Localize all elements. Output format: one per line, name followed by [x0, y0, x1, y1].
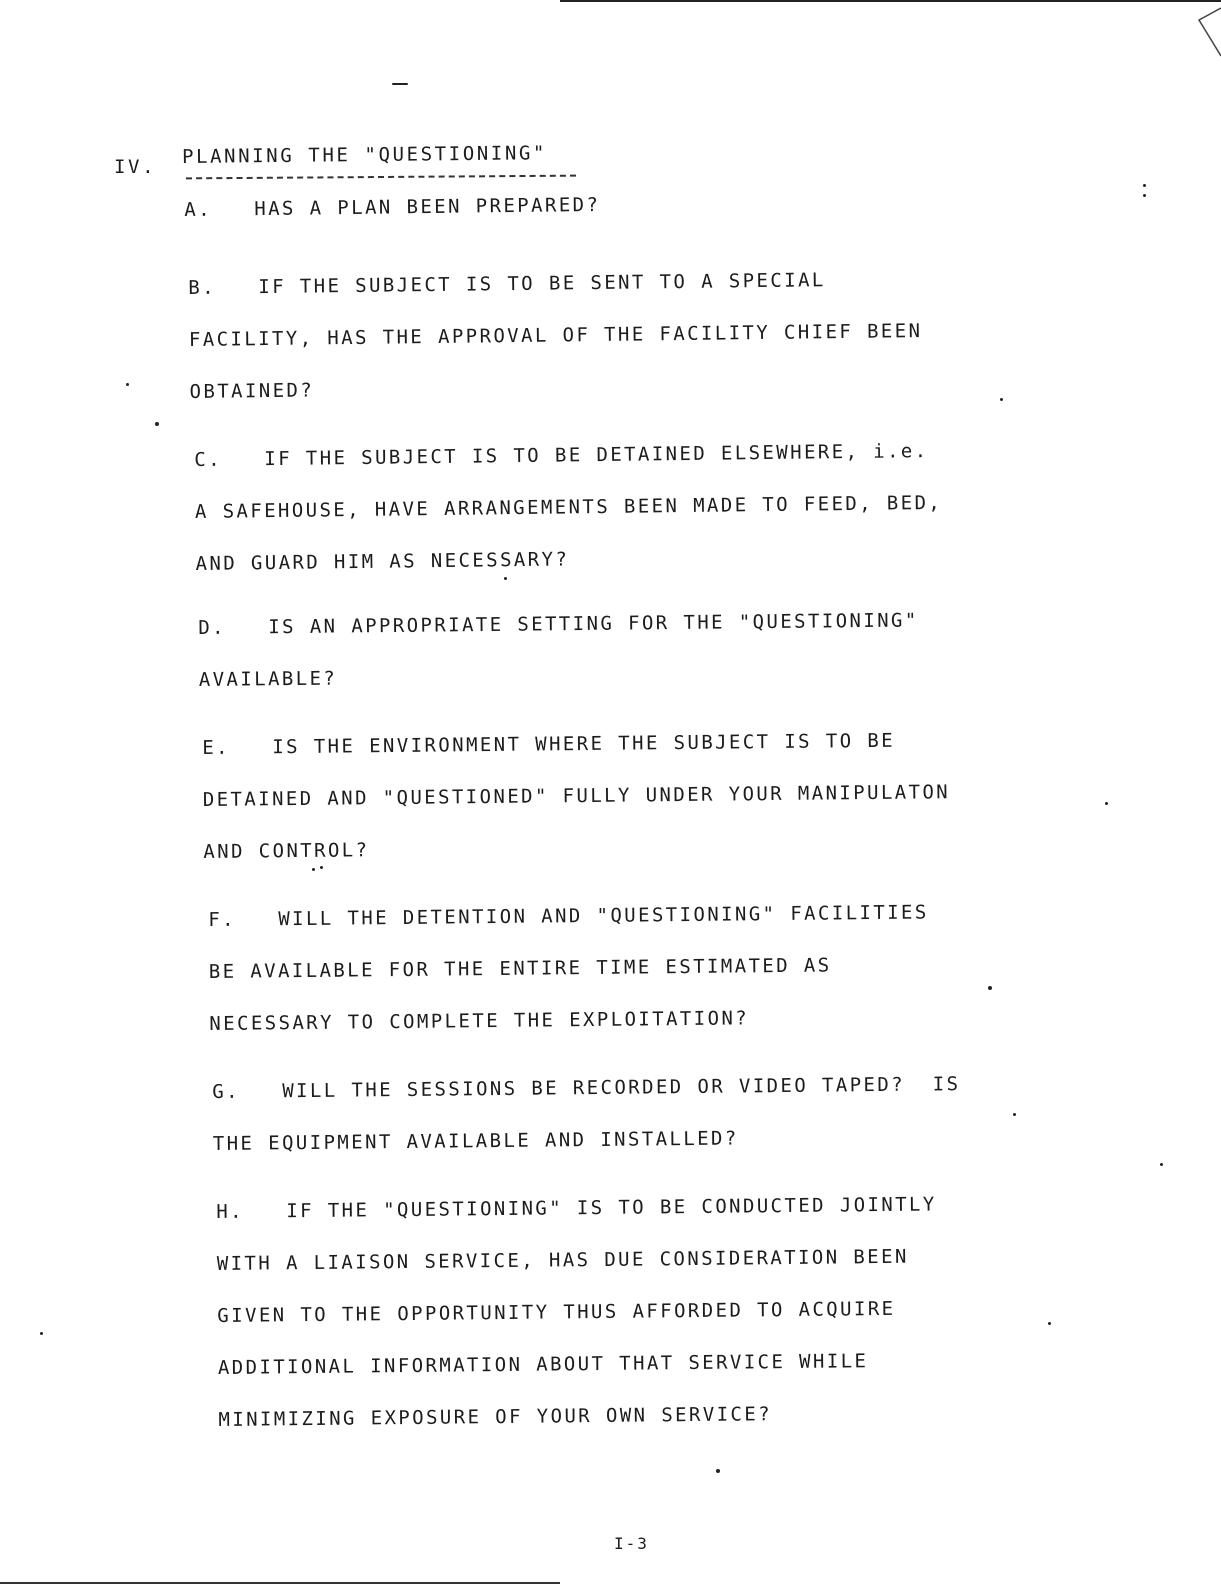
question-letter: G. — [212, 1080, 241, 1103]
question-text: OBTAINED? — [189, 379, 315, 403]
page-corner-fold — [1181, 6, 1221, 66]
question-line — [184, 179, 601, 236]
question-text: NECESSARY TO COMPLETE THE EXPLOITATION? — [209, 1007, 750, 1035]
section-title: PLANNING THE "QUESTIONING" — [181, 142, 548, 168]
scan-speck — [504, 577, 507, 580]
scan-speck — [320, 866, 323, 869]
question-text: IF THE SUBJECT IS TO BE SENT TO A SPECIAL — [258, 269, 826, 299]
scan-speck — [1048, 1322, 1051, 1325]
scan-speck — [716, 1469, 720, 1473]
question-text: WITH A LIAISON SERVICE, HAS DUE CONSIDERATION BEEN — [216, 1245, 909, 1275]
question-text: IF THE SUBJECT IS TO BE DETAINED ELSEWHERE, i.e. — [264, 440, 929, 471]
scan-edge-top — [560, 0, 1221, 2]
question-text: AVAILABLE? — [198, 667, 338, 691]
question-text: HAS A PLAN BEEN PREPARED? — [254, 193, 601, 221]
question-line — [216, 1178, 937, 1238]
scan-speck — [1105, 802, 1108, 805]
question-text: DETAINED AND "QUESTIONED" FULLY UNDER YOUR MANIPULATON — [202, 781, 951, 811]
question-letter: E. — [202, 736, 231, 759]
question-line — [208, 886, 929, 946]
scan-speck — [1000, 398, 1003, 401]
question-line — [188, 253, 922, 314]
question-text: WILL THE SESSIONS BE RECORDED OR VIDEO TAPED? IS — [282, 1073, 961, 1103]
question-line — [194, 425, 942, 486]
question-text: AND GUARD HIM AS NECESSARY? — [195, 548, 570, 575]
question-h — [216, 1178, 939, 1446]
question-text: IF THE "QUESTIONING" IS TO BE CONDUCTED JOINTLY — [286, 1193, 937, 1223]
question-letter: C. — [194, 448, 223, 471]
question-a — [184, 179, 601, 236]
question-e — [202, 714, 951, 878]
scan-speck — [126, 383, 129, 386]
question-letter: D. — [198, 616, 227, 639]
question-text: FACILITY, HAS THE APPROVAL OF THE FACILITY CHIEF BEEN — [188, 320, 923, 351]
scan-speck — [1143, 184, 1146, 187]
scan-speck — [155, 422, 159, 426]
title-underline — [186, 175, 576, 180]
question-line — [198, 594, 919, 654]
scan-speck — [988, 986, 992, 990]
question-text: A SAFEHOUSE, HAVE ARRANGEMENTS BEEN MADE TO FEED, BED, — [194, 491, 943, 523]
question-text: THE EQUIPMENT AVAILABLE AND INSTALLED? — [212, 1127, 739, 1155]
page-number: I-3 — [614, 1534, 649, 1553]
question-text: IS AN APPROPRIATE SETTING FOR THE "QUESTIONING" — [268, 609, 919, 639]
question-letter: B. — [188, 276, 217, 299]
question-text: MINIMIZING EXPOSURE OF YOUR OWN SERVICE? — [218, 1403, 773, 1431]
question-b — [188, 253, 923, 418]
scan-speck — [312, 868, 315, 871]
question-text: ADDITIONAL INFORMATION ABOUT THAT SERVICE WHILE — [217, 1350, 869, 1379]
question-d — [198, 594, 919, 706]
question-line — [202, 714, 950, 774]
question-text: WILL THE DETENTION AND "QUESTIONING" FACILITIES — [278, 901, 929, 931]
question-text: IS THE ENVIRONMENT WHERE THE SUBJECT IS TO BE — [272, 729, 896, 759]
question-line — [212, 1058, 961, 1118]
question-c — [194, 425, 943, 590]
scan-speck — [392, 83, 408, 85]
question-letter: H. — [216, 1200, 245, 1223]
scan-speck — [1160, 1163, 1163, 1166]
question-f — [208, 886, 930, 1050]
question-text: GIVEN TO THE OPPORTUNITY THUS AFFORDED TO ACQUIRE — [217, 1297, 896, 1327]
question-letter: A. — [184, 198, 213, 221]
question-g — [212, 1058, 961, 1170]
question-letter: F. — [208, 908, 237, 931]
question-text: BE AVAILABLE FOR THE ENTIRE TIME ESTIMATED AS — [208, 954, 832, 983]
scan-speck — [1013, 1113, 1016, 1116]
question-text: AND CONTROL? — [203, 839, 370, 863]
scan-speck — [1143, 194, 1146, 197]
scan-speck — [40, 1332, 43, 1335]
section-number: IV. — [114, 156, 157, 178]
